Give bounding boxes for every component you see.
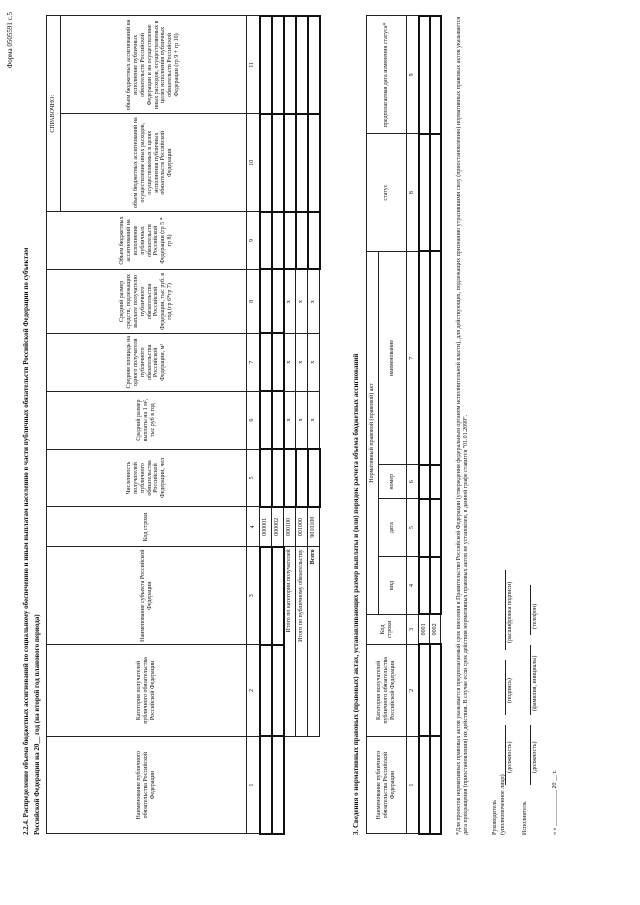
total-label: Итого по категории получателей bbox=[284, 547, 296, 736]
grand-total-row bbox=[308, 16, 320, 834]
data-cell[interactable] bbox=[284, 212, 296, 270]
data-cell[interactable] bbox=[430, 251, 441, 464]
data-cell[interactable] bbox=[430, 644, 441, 736]
table-row bbox=[430, 16, 441, 834]
na-cell: x bbox=[296, 391, 308, 449]
na-cell: x bbox=[308, 269, 320, 333]
col-number: 2 bbox=[407, 644, 419, 736]
signature-line[interactable] bbox=[505, 660, 506, 715]
data-cell[interactable] bbox=[260, 16, 272, 114]
data-cell[interactable] bbox=[296, 114, 308, 212]
col-number: 2 bbox=[247, 645, 260, 737]
total-row bbox=[284, 16, 296, 834]
data-cell[interactable] bbox=[308, 212, 320, 270]
data-cell[interactable] bbox=[419, 134, 430, 252]
decoding-line[interactable] bbox=[505, 570, 506, 650]
data-cell[interactable] bbox=[272, 114, 284, 212]
col-number: 6 bbox=[247, 391, 260, 449]
executor-position-line[interactable] bbox=[530, 725, 531, 785]
executor-position-caption: (должность) bbox=[532, 741, 538, 773]
data-cell[interactable] bbox=[430, 499, 441, 557]
data-cell[interactable] bbox=[308, 16, 320, 114]
signature-caption: (подпись) bbox=[507, 678, 513, 703]
data-cell[interactable] bbox=[260, 212, 272, 270]
col-header-9: Объем бюджетных ассигнований на исполнение публичных обязательств Российской Федерации (гр 5 * гр 8) bbox=[47, 212, 247, 270]
data-cell[interactable] bbox=[272, 391, 284, 449]
data-cell[interactable] bbox=[260, 736, 272, 834]
data-cell[interactable] bbox=[272, 212, 284, 270]
section-2-2-4-title-line1: 2.2.4. Распределение объема бюджетных ассигнований по социальному обеспечению и иным выплатам населению в части публичных обязательств Российской Федерации по субъектам bbox=[22, 247, 30, 835]
row-code: 001000 bbox=[296, 507, 308, 547]
legal-acts-table bbox=[366, 15, 442, 835]
col-number: 8 bbox=[247, 269, 260, 333]
data-cell[interactable] bbox=[260, 269, 272, 333]
na-cell: x bbox=[308, 333, 320, 391]
name-caption: (фамилия, инициалы) bbox=[532, 655, 538, 711]
total-row bbox=[296, 16, 308, 834]
data-cell[interactable] bbox=[272, 333, 284, 391]
data-cell[interactable] bbox=[260, 114, 272, 212]
data-cell[interactable] bbox=[272, 736, 284, 834]
date-field[interactable]: « » ____________ 20 __ г. bbox=[552, 770, 558, 835]
col-number: 5 bbox=[247, 449, 260, 507]
col-header-7: наименование bbox=[379, 251, 407, 464]
col-header-7: Средняя площадь на одного получателя публичного обязательства Российской Федерации, м² bbox=[47, 333, 247, 391]
col-number: 11 bbox=[247, 16, 260, 114]
col-header-2: Категория получателей публичного обязательства Российской Федерации bbox=[47, 645, 247, 737]
na-cell: x bbox=[284, 391, 296, 449]
col-header-5: Численность получателей публичного обязательства Российской Федерации, чел bbox=[47, 449, 247, 507]
head-sublabel: (уполномоченное лицо) bbox=[500, 774, 506, 835]
phone-caption: (телефон) bbox=[532, 603, 538, 629]
data-cell[interactable] bbox=[260, 333, 272, 391]
data-cell[interactable] bbox=[284, 449, 296, 507]
col-number: 7 bbox=[407, 251, 419, 464]
row-code: 000002 bbox=[272, 507, 284, 547]
col-header-3: Наименование субъекта Российской Федерации bbox=[47, 547, 247, 645]
section-3-title: 3. Сведения о нормативных правовых (правовых) актах, устанавливающих размер выплаты и (или) порядок расчета объема бюджетных ассигнований bbox=[352, 353, 360, 835]
data-cell[interactable] bbox=[296, 212, 308, 270]
data-cell[interactable] bbox=[296, 16, 308, 114]
data-cell[interactable] bbox=[284, 114, 296, 212]
data-cell[interactable] bbox=[272, 547, 284, 645]
data-cell[interactable] bbox=[272, 269, 284, 333]
data-cell[interactable] bbox=[260, 645, 272, 737]
col-number: 1 bbox=[247, 736, 260, 834]
col-header-8: Средний размер средств, подлежащих выплате получателю публичного обязательства Российской Федерации, тыс руб. в год (гр 6*гр 7) bbox=[47, 269, 247, 333]
data-cell[interactable] bbox=[430, 465, 441, 499]
data-cell[interactable] bbox=[308, 449, 320, 507]
decoding-caption: (расшифровка подписи) bbox=[507, 581, 513, 643]
col-number: 4 bbox=[247, 507, 260, 547]
na-cell: x bbox=[308, 391, 320, 449]
data-cell[interactable] bbox=[260, 449, 272, 507]
data-cell[interactable] bbox=[430, 736, 441, 834]
data-cell[interactable] bbox=[419, 644, 430, 736]
row-code: 9010100 bbox=[308, 507, 320, 547]
data-cell[interactable] bbox=[419, 16, 430, 134]
data-cell[interactable] bbox=[272, 16, 284, 114]
data-cell[interactable] bbox=[284, 16, 296, 114]
col-header-8: статус bbox=[367, 134, 407, 252]
executor-name-line[interactable] bbox=[530, 645, 531, 715]
col-number: 3 bbox=[407, 614, 419, 644]
data-cell[interactable] bbox=[260, 391, 272, 449]
row-code: 000100 bbox=[284, 507, 296, 547]
data-cell[interactable] bbox=[419, 499, 430, 557]
data-cell[interactable] bbox=[419, 251, 430, 464]
col-header-1: Наименование публичного обязательства Российской Федерации bbox=[47, 736, 247, 834]
head-label: Руководитель bbox=[492, 800, 498, 835]
na-cell: x bbox=[296, 269, 308, 333]
col-header-6: Средний размер выплаты на 1 м², тыс руб в год bbox=[47, 391, 247, 449]
data-cell[interactable] bbox=[308, 114, 320, 212]
col-header-2: Категория получателей публичного обязательства Российской Федерации bbox=[367, 644, 407, 736]
phone-line[interactable] bbox=[530, 585, 531, 635]
row-code: 000001 bbox=[260, 507, 272, 547]
col-header-1: Наименование публичного обязательства Российской Федерации bbox=[367, 736, 407, 834]
position-line[interactable] bbox=[505, 725, 506, 785]
data-cell[interactable] bbox=[272, 449, 284, 507]
row-code: 0001 bbox=[419, 614, 430, 644]
data-cell[interactable] bbox=[296, 449, 308, 507]
col-header-11: объем бюджетных ассигнований на исполнение публичных обязательств Российской Федерации и на осуществление иных расходов, осуществляемых в целях исполнения публичных обязательств Российской Федерации (гр 9 + гр 10) bbox=[61, 16, 247, 114]
table-row bbox=[260, 16, 272, 834]
col-header-9: предполагаемая дата изменения статуса* bbox=[367, 16, 407, 134]
footnote: *Для проектов нормативных правовых актов указывается предполагаемый срок внесения в Правительство Российской Федерации (утверждения федеральным органом исполнительной власти), для действующих, подлежащих признанию утратившими силу (приостановлению) нормативных правовых актов указывается дата прекращения (приостановления) их действия. В случае если срок действия нормативных правовых актов не установлен, в данной графе ставится "01.01.2099". bbox=[456, 16, 469, 835]
data-cell[interactable] bbox=[419, 557, 430, 615]
data-cell[interactable] bbox=[260, 547, 272, 645]
total-label: Итого по публичному обязательству bbox=[296, 547, 308, 736]
table-row bbox=[272, 16, 284, 834]
col-number: 1 bbox=[407, 736, 419, 834]
row-code: 0002 bbox=[430, 614, 441, 644]
na-cell: x bbox=[284, 269, 296, 333]
data-cell[interactable] bbox=[419, 465, 430, 499]
na-cell: x bbox=[296, 333, 308, 391]
col-number: 3 bbox=[247, 547, 260, 645]
col-number: 10 bbox=[247, 114, 260, 212]
data-cell[interactable] bbox=[430, 557, 441, 615]
na-cell: x bbox=[284, 333, 296, 391]
col-header-10: объем бюджетных ассигнований на осуществление иных расходов, осуществляемых в целях исполнения публичных обязательств Российской Федерации bbox=[61, 114, 247, 212]
distribution-table bbox=[46, 15, 321, 835]
form-code: Форма 0505591 с.5 bbox=[6, 12, 14, 69]
data-cell[interactable] bbox=[419, 736, 430, 834]
col-header-4: вид bbox=[379, 557, 407, 615]
col-number: 9 bbox=[247, 212, 260, 270]
data-cell[interactable] bbox=[430, 134, 441, 252]
col-number: 9 bbox=[407, 16, 419, 134]
col-header-6: номер bbox=[379, 465, 407, 499]
col-number: 4 bbox=[407, 557, 419, 615]
col-number: 8 bbox=[407, 134, 419, 252]
section-2-2-4-title-line2: Российской Федерации на 20__ год (на второй год планового периода) bbox=[33, 614, 41, 835]
reference-header: СПРАВОЧНО: bbox=[47, 16, 61, 212]
table-row bbox=[419, 16, 430, 834]
col-header-3: Код строки bbox=[367, 614, 407, 644]
act-group-header: Нормативный правовой (правовой) акт bbox=[367, 251, 379, 614]
col-header-5: дата bbox=[379, 499, 407, 557]
data-cell[interactable] bbox=[430, 16, 441, 134]
grand-total-label: Всего bbox=[308, 547, 320, 736]
col-number: 5 bbox=[407, 499, 419, 557]
col-number: 7 bbox=[247, 333, 260, 391]
position-caption: (должность) bbox=[507, 741, 513, 773]
data-cell[interactable] bbox=[272, 645, 284, 737]
col-header-4: Код строки bbox=[47, 507, 247, 547]
executor-label: Исполнитель bbox=[522, 801, 528, 835]
col-number: 6 bbox=[407, 465, 419, 499]
